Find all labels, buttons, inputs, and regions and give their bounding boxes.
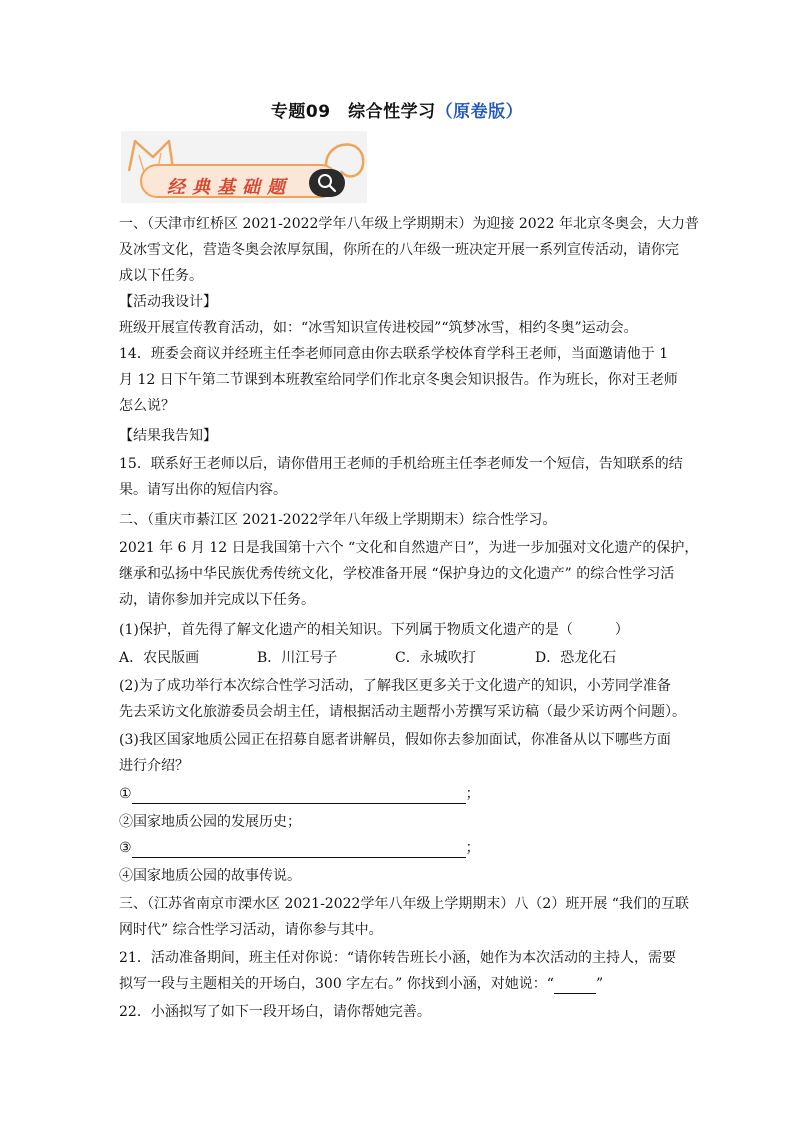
q21-answer-blank[interactable] xyxy=(554,977,596,994)
banner-label: 经典基础题 xyxy=(167,177,292,198)
q22-stem: 22．小涵拟写了如下一段开场白，请你帮她完善。 xyxy=(119,1004,431,1020)
q21-line-2 xyxy=(119,974,603,994)
heading-activity-design: 【活动我设计】 xyxy=(119,294,217,310)
q1-stem: (1)保护，首先得了解文化遗产的相关知识。下列属于物质文化遗产的是（ ） xyxy=(119,622,629,638)
q14-line-1: 14．班委会商议并经班主任李老师同意由你去联系学校体育学科王老师，当面邀请他于 1 xyxy=(119,346,669,362)
section2-background-line-1: 2021 年 6 月 12 日是我国第十六个 “文化和自然遗产日”，为进一步加强对文化遗产的保护， xyxy=(119,540,699,556)
option-d[interactable]: D．恐龙化石 xyxy=(535,650,617,666)
section1-intro-line-2: 及冰雪文化，营造冬奥会浓厚氛围，你所在的八年级一班决定开展一系列宣传活动，请你完 xyxy=(119,242,679,258)
section2-intro: 二、（重庆市綦江区 2021-2022学年八年级上学期期末）综合性学习。 xyxy=(119,512,557,528)
item-3-marker: ③ xyxy=(119,840,132,856)
option-c[interactable]: C．永城吹打 xyxy=(395,650,476,666)
section2-background-line-3: 动，请你参加并完成以下任务。 xyxy=(119,592,315,608)
q15-line-2: 果。请写出你的短信内容。 xyxy=(119,482,287,498)
q14-line-2: 月 12 日下午第二节课到本班教室给同学们作北京冬奥会知识报告。作为班长，你对王老师 xyxy=(119,372,678,388)
q3-line-2: 进行介绍？ xyxy=(119,758,189,774)
item-1-semicolon: ； xyxy=(465,786,480,802)
q14-line-3: 怎么说？ xyxy=(119,398,175,414)
design-text: 班级开展宣传教育活动，如：“冰雪知识宣传进校园”“筑梦冰雪，相约冬奥”运动会。 xyxy=(119,320,638,336)
q2-line-2: 先去采访文化旅游委员会胡主任，请根据活动主题帮小芳撰写采访稿（最少采访两个问题）。 xyxy=(119,704,686,720)
q21-line-2-text: 拟写一段与主题相关的开场白，300 字左右。” 你找到小涵，对她说：“ xyxy=(119,976,554,992)
section1-intro-line-1: 一、（天津市红桥区 2021-2022学年八年级上学期期末）为迎接 2022 年北京冬奥会，大力普 xyxy=(119,216,699,232)
section3-intro-line-1: 三、（江苏省南京市溧水区 2021-2022学年八年级上学期期末）八（2）班开展 “我们的互联 xyxy=(119,896,689,912)
q2-line-1: (2)为了成功举行本次综合性学习活动，了解我区更多关于文化遗产的知识，小芳同学准备 xyxy=(119,678,671,694)
answer-item-1 xyxy=(119,784,480,804)
section1-intro-line-3: 成以下任务。 xyxy=(119,268,203,284)
heading-result-notice: 【结果我告知】 xyxy=(119,428,217,444)
q21-close-quote: ” xyxy=(595,976,604,992)
answer-item-4: ④国家地质公园的故事传说。 xyxy=(119,868,301,884)
answer-item-3 xyxy=(119,838,480,858)
option-b[interactable]: B．川江号子 xyxy=(257,650,338,666)
answer-blank-3[interactable] xyxy=(132,841,466,858)
title-main: 专题09 综合性学习 xyxy=(270,102,436,122)
option-a[interactable]: A．农民版画 xyxy=(119,650,200,666)
page-title xyxy=(0,97,794,122)
q21-line-1: 21．活动准备期间，班主任对你说：“请你转告班长小涵，她作为本次活动的主持人，需要 xyxy=(119,950,676,966)
section-banner xyxy=(121,131,367,203)
item-1-marker: ① xyxy=(119,786,132,802)
title-accent: （原卷版） xyxy=(435,102,524,122)
item-3-semicolon: ； xyxy=(465,840,480,856)
search-icon xyxy=(309,169,345,197)
q1-options xyxy=(119,648,679,668)
q15-line-1: 15．联系好王老师以后，请你借用王老师的手机给班主任李老师发一个短信，告知联系的结 xyxy=(119,456,683,472)
answer-item-2: ②国家地质公园的发展历史； xyxy=(119,814,301,830)
answer-blank-1[interactable] xyxy=(132,787,466,804)
q3-line-1: (3)我区国家地质公园正在招募自愿者讲解员，假如你去参加面试，你准备从以下哪些方面 xyxy=(119,732,671,748)
section3-intro-line-2: 网时代” 综合性学习活动，请你参与其中。 xyxy=(119,922,383,938)
section2-background-line-2: 继承和弘扬中华民族优秀传统文化，学校准备开展 “保护身边的文化遗产” 的综合性学习活 xyxy=(119,566,675,582)
